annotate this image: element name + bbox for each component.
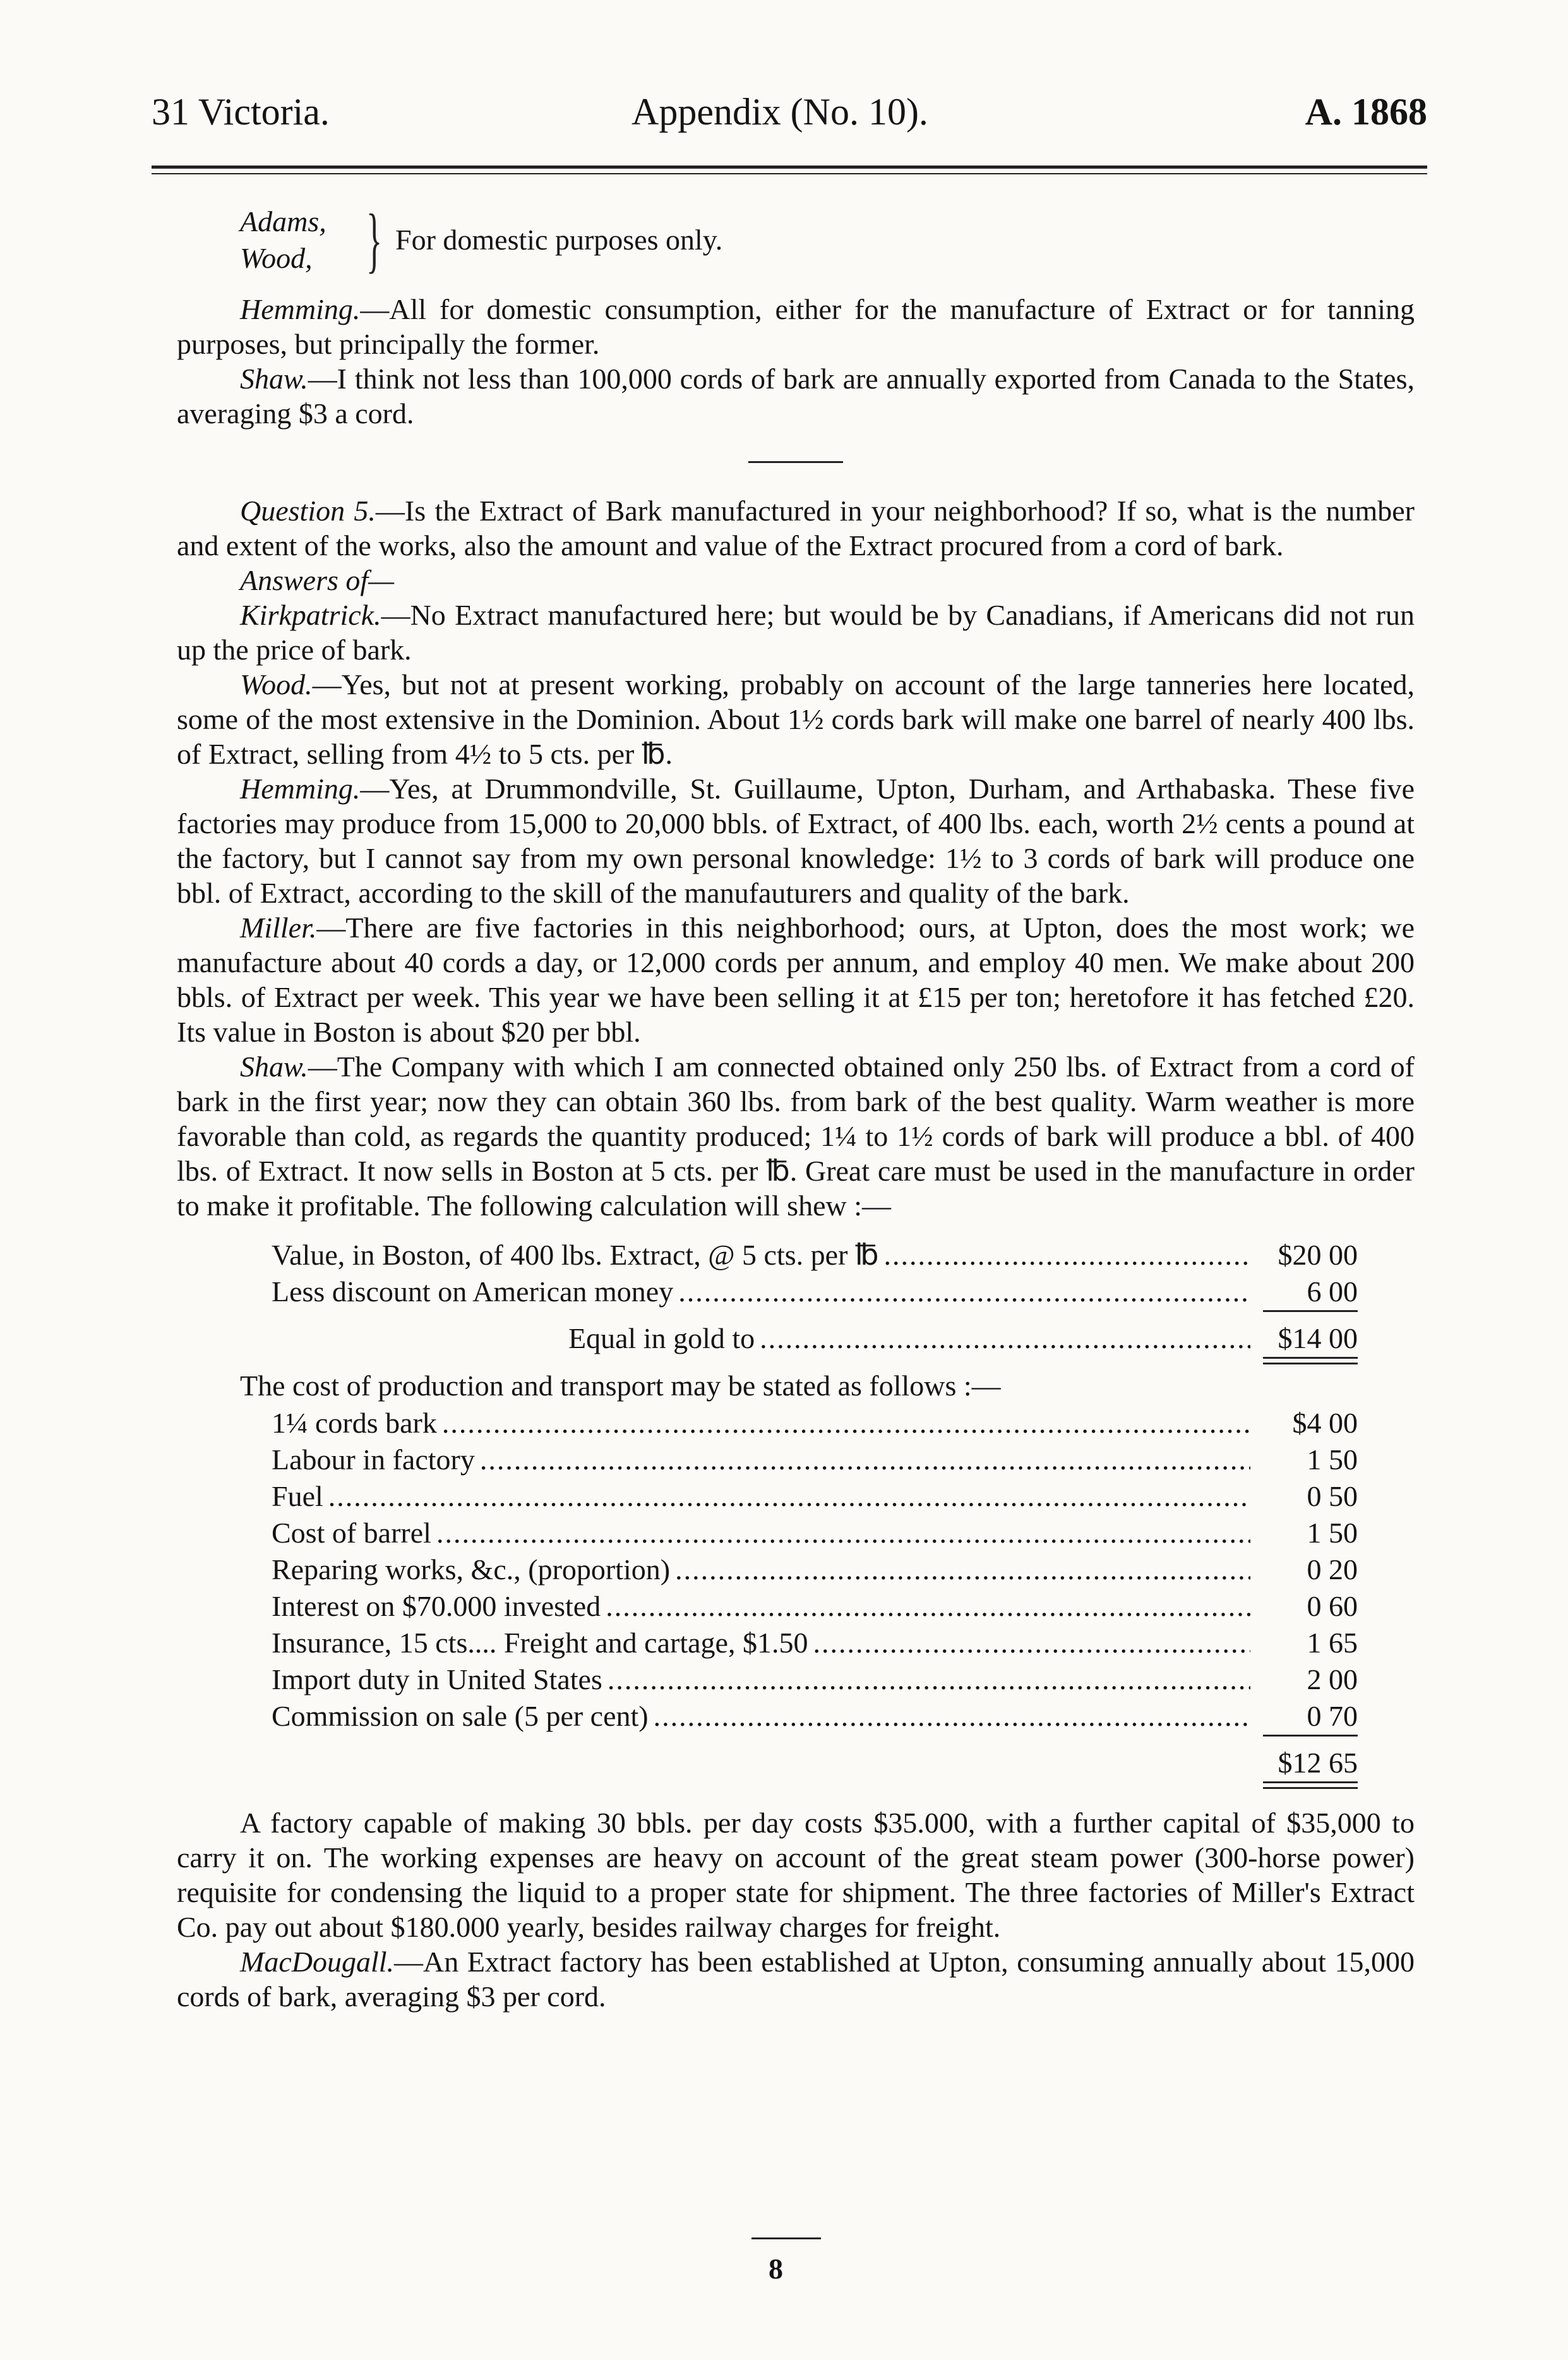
double-rule	[272, 1357, 1358, 1367]
calc-value: $14 00	[1278, 1322, 1358, 1354]
calc-desc: Less discount on American money .....	[272, 1273, 1250, 1310]
answer-text: —I think not less than 100,000 cords of bark are annually exported from Canada to the States, averaging $3 a cord.	[177, 363, 1415, 430]
adams-wood-text: For domestic purposes only.	[395, 224, 723, 256]
cost-desc: Fuel .....	[272, 1478, 1250, 1515]
cost-row	[272, 1405, 1358, 1442]
value-calculation	[272, 1237, 1358, 1367]
shaw-answer-q4	[177, 361, 1415, 431]
respondent-name: Wood.	[240, 668, 313, 701]
cost-row	[272, 1515, 1358, 1551]
cost-value: 0 60	[1307, 1590, 1358, 1622]
answers-label: Answers of—	[240, 564, 395, 596]
body-text	[177, 200, 1415, 2014]
running-header	[152, 83, 1427, 140]
cost-value: $4 00	[1292, 1407, 1358, 1439]
question-5	[177, 493, 1415, 563]
cost-total: $12 65	[1278, 1747, 1358, 1779]
cost-total-row	[272, 1745, 1358, 1781]
cost-value: 1 65	[1307, 1627, 1358, 1659]
cost-desc: Cost of barrel .....	[272, 1515, 1250, 1551]
answer-text: —Yes, at Drummondville, St. Guillaume, Upton, Durham, and Arthabaska. These five factories may produce from 15,000 to 20,000 bbls. of Extract, of 400 lbs. each, worth 2½ cents a pound at the factory, but I cannot say from my own personal knowledge: 1½ to 3 cords of bark will produce one bbl. of Extract, according to the skill of the manufauturers and quality of the bark.	[177, 773, 1415, 909]
cost-row	[272, 1625, 1358, 1661]
respondent-name: Shaw.	[240, 363, 308, 395]
calc-row	[272, 1273, 1358, 1310]
name-adams: Adams,	[240, 205, 326, 238]
cost-row	[272, 1698, 1358, 1735]
cost-value: 0 70	[1307, 1700, 1358, 1732]
adams-wood-names	[240, 203, 326, 277]
name-wood: Wood,	[240, 242, 313, 274]
factory-paragraph: A factory capable of making 30 bbls. per day costs $35.000, with a further capital of $35,000 to carry it on. The working expenses are heavy on account of the great steam power (300-horse power) requisite for condensing the liquid to a proper state for shipment. The three factories of Miller's Extract Co. pay out about $180.000 yearly, besides railway charges for freight.	[177, 1807, 1415, 1943]
cost-row	[272, 1661, 1358, 1698]
cost-desc: Commission on sale (5 per cent) .....	[272, 1698, 1250, 1735]
calc-value: $20 00	[1278, 1239, 1358, 1271]
answer-text: —The Company with which I am connected obtained only 250 lbs. of Extract from a cord of bark in the first year; now they can obtain 360 lbs. from bark of the best quality. Warm weather is more favorable than cold, as regards the quantity produced; 1¼ to 1½ cords of bark will produce a bbl. of 400 lbs. of Extract. It now sells in Boston at 5 cts. per ℔. Great care must be used in the manufacture in order to make it profitable. The following calculation will shew :—	[177, 1051, 1415, 1222]
cost-value: 0 20	[1307, 1553, 1358, 1586]
footer-separator	[751, 2237, 821, 2239]
cost-desc: Interest on $70.000 invested .....	[272, 1588, 1250, 1625]
page-number: 8	[769, 2253, 783, 2285]
adams-wood-answer	[177, 200, 1415, 292]
cost-desc: Insurance, 15 cts.... Freight and cartage, $1.50 .....	[272, 1625, 1250, 1661]
respondent-name: Hemming.	[240, 293, 361, 325]
respondent-name: Miller.	[240, 912, 317, 944]
shaw-answer	[177, 1049, 1415, 1223]
respondent-name: Kirkpatrick.	[240, 599, 381, 631]
wood-answer	[177, 667, 1415, 771]
answer-text: —No Extract manufactured here; but would be by Canadians, if Americans did not run up the price of bark.	[177, 599, 1415, 666]
sum-rule	[272, 1310, 1358, 1320]
calc-desc: Value, in Boston, of 400 lbs. Extract, @ 5 cts. per ℔ .....	[272, 1237, 1250, 1273]
brace-glyph: }	[366, 200, 383, 280]
respondent-name: Shaw.	[240, 1051, 308, 1083]
cost-value: 0 50	[1307, 1480, 1358, 1512]
cost-calculation	[272, 1405, 1358, 1791]
cost-row	[272, 1478, 1358, 1515]
hemming-answer-q4	[177, 292, 1415, 361]
question-label: Question 5.	[240, 495, 376, 527]
cost-desc: Import duty in United States .....	[272, 1661, 1250, 1698]
calc-desc: Equal in gold to .....	[568, 1320, 1250, 1357]
answer-text: —Yes, but not at present working, probably on account of the large tanneries here located, some of the most extensive in the Dominion. About 1½ cords bark will make one barrel of nearly 400 lbs. of Extract, selling from 4½ to 5 cts. per ℔.	[177, 668, 1415, 770]
question-text: —Is the Extract of Bark manufactured in your neighborhood? If so, what is the number and extent of the works, also the amount and value of the Extract procured from a cord of bark.	[177, 495, 1415, 562]
kirkpatrick-answer	[177, 598, 1415, 667]
double-rule	[272, 1781, 1358, 1791]
year-label: A. 1868	[1305, 91, 1427, 133]
cost-row	[272, 1551, 1358, 1588]
cost-desc: Labour in factory .....	[272, 1442, 1250, 1478]
cost-value: 1 50	[1307, 1443, 1358, 1476]
header-rule-thin	[152, 173, 1427, 174]
sum-rule	[272, 1735, 1358, 1745]
header-rule-thick	[152, 166, 1427, 169]
respondent-name: MacDougall.	[240, 1946, 395, 1978]
cost-row	[272, 1588, 1358, 1625]
session-label: 31 Victoria.	[152, 91, 330, 133]
cost-desc: Reparing works, &c., (proportion) .....	[272, 1551, 1250, 1588]
macdougall-answer	[177, 1944, 1415, 2014]
miller-answer	[177, 910, 1415, 1049]
answer-text: —There are five factories in this neighborhood; ours, at Upton, does the most work; we manufacture about 40 cords a day, or 12,000 cords per annum, and employ 40 men. We make about 200 bbls. of Extract per week. This year we have been selling it at £15 per ton; heretofore it has fetched £20. Its value in Boston is about $20 per bbl.	[177, 912, 1415, 1048]
calc-row	[272, 1237, 1358, 1273]
calc-value: 6 00	[1307, 1275, 1358, 1308]
answer-text: —All for domestic consumption, either for the manufacture of Extract or for tanning purposes, but principally the former.	[177, 293, 1415, 360]
cost-desc: 1¼ cords bark .....	[272, 1405, 1250, 1442]
hemming-answer	[177, 771, 1415, 910]
cost-row	[272, 1442, 1358, 1478]
cost-value: 1 50	[1307, 1517, 1358, 1549]
calc-total-row	[272, 1320, 1358, 1357]
cost-value: 2 00	[1307, 1663, 1358, 1695]
cost-intro: The cost of production and transport may be stated as follows :—	[240, 1370, 1001, 1402]
appendix-label: Appendix (No. 10).	[631, 91, 928, 133]
respondent-name: Hemming.	[240, 773, 361, 805]
answer-text: —An Extract factory has been established at Upton, consuming annually about 15,000 cords of bark, averaging $3 per cord.	[177, 1946, 1415, 2013]
